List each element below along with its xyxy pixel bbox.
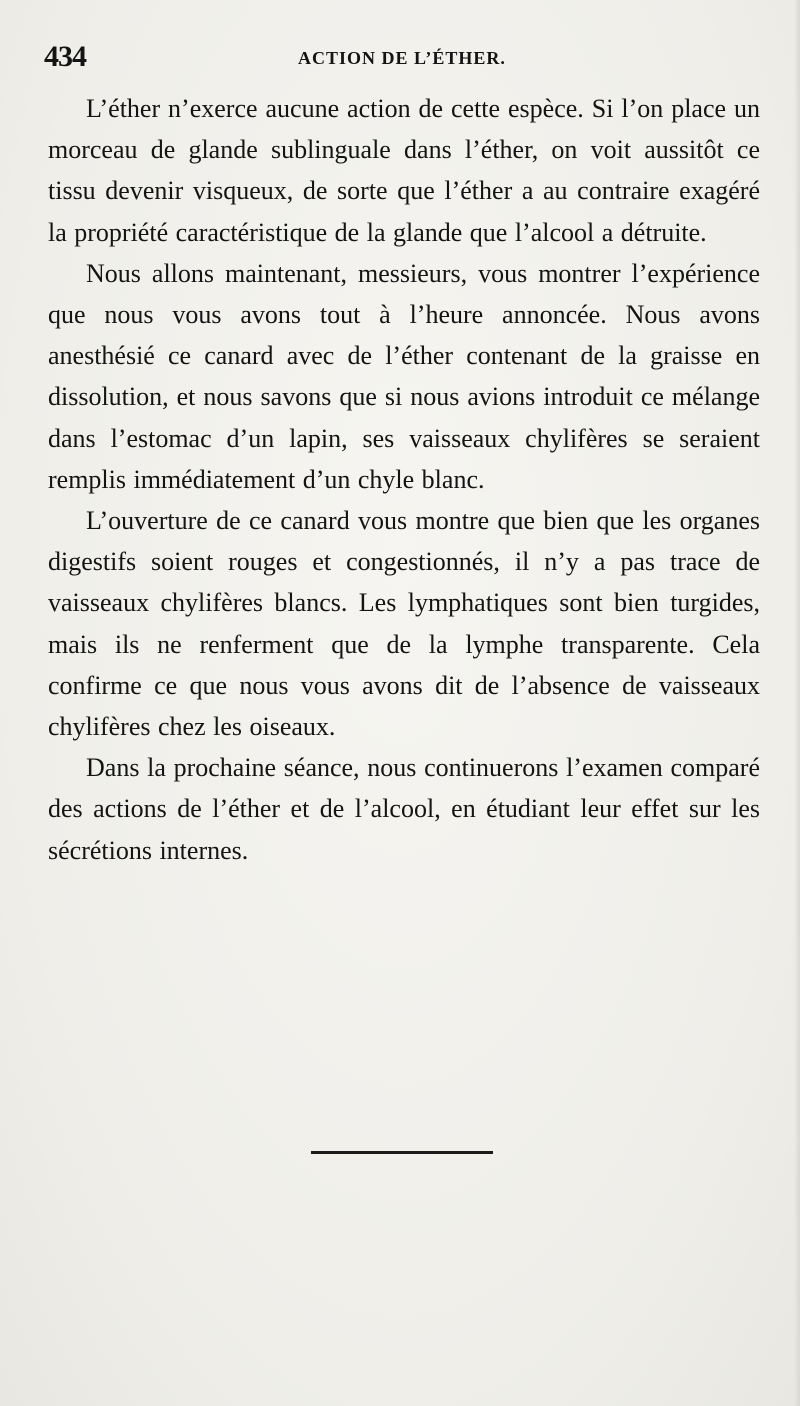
page-number: 434 (44, 40, 86, 73)
page-edge-shadow (794, 0, 800, 1406)
paragraph-4: Dans la prochaine séance, nous continuerons l’examen comparé des actions de l’éther et de l’alcool, en étudiant leur effet sur les sécrétions internes. (48, 753, 760, 865)
body-text (48, 88, 760, 871)
running-head: ACTION DE L’ÉTHER. (298, 48, 506, 68)
paragraph-2: Nous allons maintenant, messieurs, vous montrer l’expérience que nous vous avons tout à l’heure annoncée. Nous avons anesthésié ce canard avec de l’éther contenant de la graisse en dissolution, et nous savons que si nous avions introduit ce mélange dans l’estomac d’un lapin, ses vaisseaux chylifères se seraient remplis immédiatement d’un chyle blanc. (48, 258, 760, 494)
paragraph-3: L’ouverture de ce canard vous montre que bien que les organes digestifs soient rouges et congestionnés, il n’y a pas trace de vaisseaux chylifères blancs. Les lymphatiques sont bien turgides, mais ils ne renferment que de la lymphe transparente. Cela confirme ce que nous vous avons dit de l’absence de vaisseaux chylifères chez les oiseaux. (48, 506, 760, 742)
paragraph-1: L’éther n’exerce aucune action de cette espèce. Si l’on place un morceau de glande sublinguale dans l’éther, on voit aussitôt ce tissu devenir visqueux, de sorte que l’éther a au contraire exagéré la propriété caractéristique de la glande que l’alcool a détruite. (48, 94, 760, 247)
page-header (44, 38, 760, 78)
section-end-rule (311, 1151, 493, 1154)
